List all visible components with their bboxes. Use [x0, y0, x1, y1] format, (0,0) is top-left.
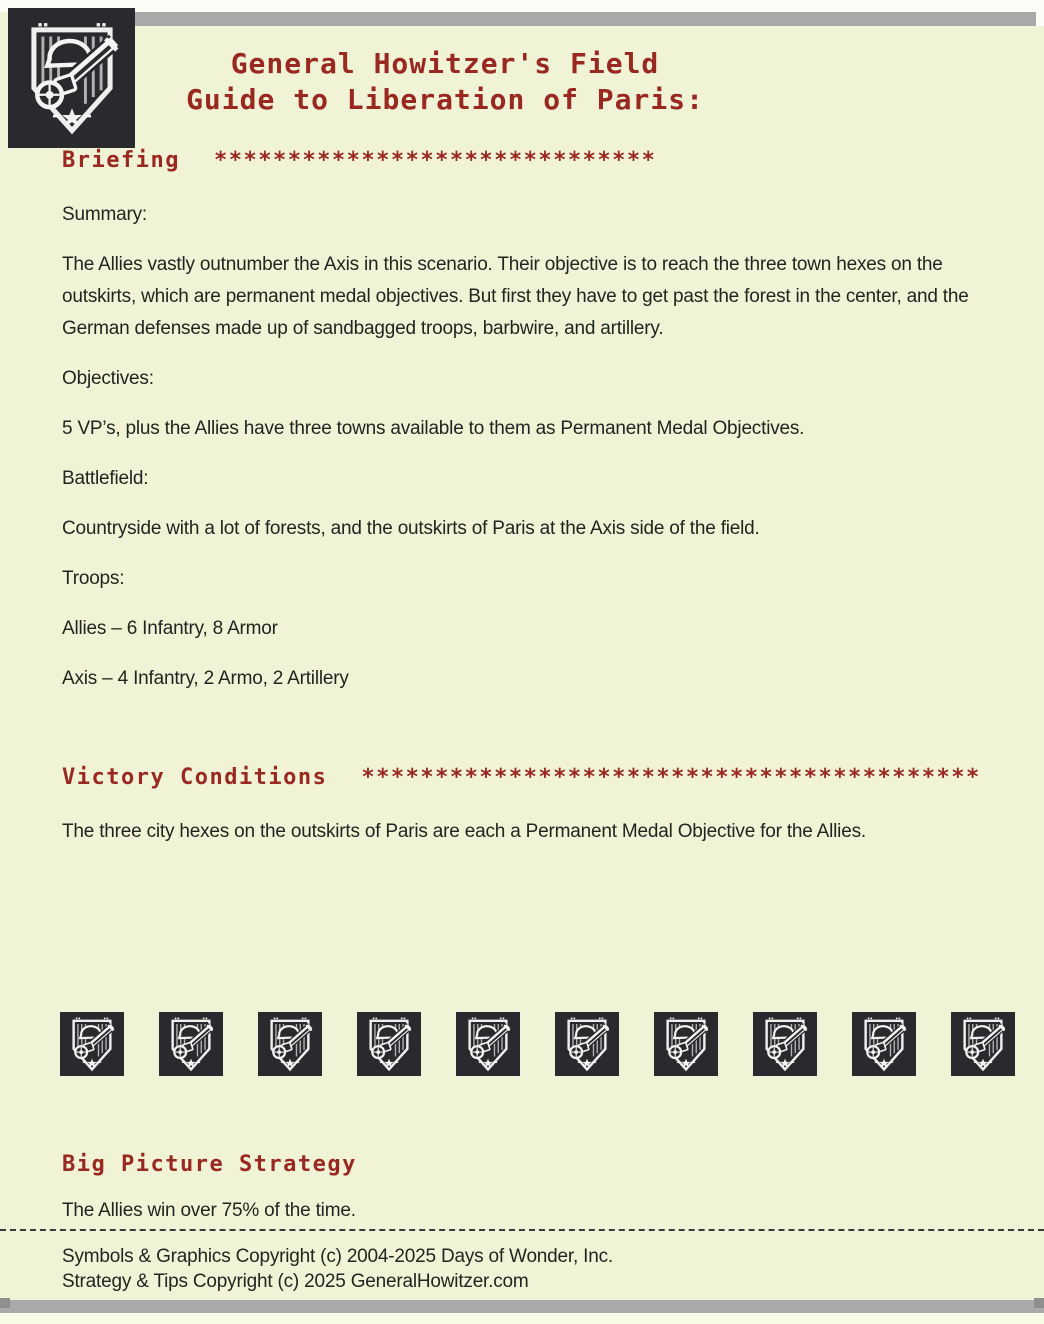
howitzer-helmet-shield-icon — [956, 1015, 1010, 1073]
body-paragraph: Battlefield: — [62, 468, 149, 489]
page-title-line1: General Howitzer's Field — [230, 47, 660, 80]
victory-conditions-section — [62, 765, 1007, 866]
body-paragraph: Allies – 6 Infantry, 8 Armor — [62, 618, 278, 639]
howitzer-logo-icon — [555, 1012, 619, 1076]
howitzer-logo-icon — [159, 1012, 223, 1076]
emblem-icon-row — [60, 1012, 1020, 1076]
strategy-section — [62, 1152, 1007, 1245]
copyright-line1: Symbols & Graphics Copyright (c) 2004-2025 Days of Wonder, Inc. — [62, 1246, 613, 1267]
victory-heading — [62, 765, 1007, 790]
howitzer-helmet-shield-icon — [758, 1015, 812, 1073]
howitzer-logo-icon — [753, 1012, 817, 1076]
body-paragraph: Summary: — [62, 204, 147, 225]
howitzer-helmet-shield-icon — [263, 1015, 317, 1073]
howitzer-helmet-shield-icon — [857, 1015, 911, 1073]
briefing-heading-asterisks: ****************************** — [213, 148, 657, 173]
copyright-line2: Strategy & Tips Copyright (c) 2025 GeneralHowitzer.com — [62, 1271, 529, 1292]
howitzer-helmet-shield-icon — [65, 1015, 119, 1073]
header-logo — [8, 8, 135, 148]
copyright-footer — [62, 1244, 613, 1294]
strategy-heading — [62, 1152, 1007, 1177]
howitzer-helmet-shield-icon — [362, 1015, 416, 1073]
briefing-section — [62, 148, 1007, 713]
body-paragraph: Countryside with a lot of forests, and the outskirts of Paris at the Axis side of the field. — [62, 518, 760, 539]
bottom-gray-bar — [0, 1300, 1044, 1313]
howitzer-helmet-shield-icon — [560, 1015, 614, 1073]
top-gray-bar — [135, 12, 1036, 26]
howitzer-logo-icon — [357, 1012, 421, 1076]
victory-body: The three city hexes on the outskirts of Paris are each a Permanent Medal Objective for the Allies. — [62, 821, 866, 842]
dashed-divider — [0, 1229, 1044, 1231]
left-edge-notch — [0, 1298, 10, 1308]
howitzer-helmet-shield-icon — [164, 1015, 218, 1073]
briefing-paragraphs — [62, 199, 1007, 695]
victory-heading-label: Victory Conditions — [62, 765, 328, 790]
top-edge-strip — [0, 0, 1044, 12]
body-paragraph: Axis – 4 Infantry, 2 Armo, 2 Artillery — [62, 668, 349, 689]
howitzer-logo-icon — [654, 1012, 718, 1076]
howitzer-helmet-shield-icon — [16, 17, 128, 139]
body-paragraph: The Allies vastly outnumber the Axis in this scenario. Their objective is to reach the three town hexes on the outskirts, which are permanent medal objectives. But first they have to get past the forest in the center, and the German defenses made up of sandbagged troops, barbwire, and artillery. — [62, 254, 969, 339]
howitzer-helmet-shield-icon — [461, 1015, 515, 1073]
howitzer-logo-icon — [456, 1012, 520, 1076]
victory-heading-asterisks: ****************************************** — [361, 765, 981, 790]
howitzer-helmet-shield-icon — [659, 1015, 713, 1073]
howitzer-logo-icon — [852, 1012, 916, 1076]
howitzer-logo-icon — [951, 1012, 1015, 1076]
body-paragraph: Troops: — [62, 568, 125, 589]
page-title — [145, 46, 745, 118]
howitzer-logo-icon — [258, 1012, 322, 1076]
body-paragraph: 5 VP’s, plus the Allies have three towns available to them as Permanent Medal Objectives. — [62, 418, 805, 439]
strategy-body: The Allies win over 75% of the time. — [62, 1200, 356, 1221]
briefing-heading-label: Briefing — [62, 148, 180, 173]
bottom-edge-strip — [0, 1313, 1044, 1324]
howitzer-logo-icon — [60, 1012, 124, 1076]
page-title-line2: Guide to Liberation of Paris: — [186, 83, 704, 116]
right-edge-strip — [1036, 0, 1044, 26]
right-edge-notch — [1034, 1298, 1044, 1308]
briefing-heading — [62, 148, 1007, 173]
strategy-heading-label: Big Picture Strategy — [62, 1152, 357, 1177]
body-paragraph: Objectives: — [62, 368, 154, 389]
